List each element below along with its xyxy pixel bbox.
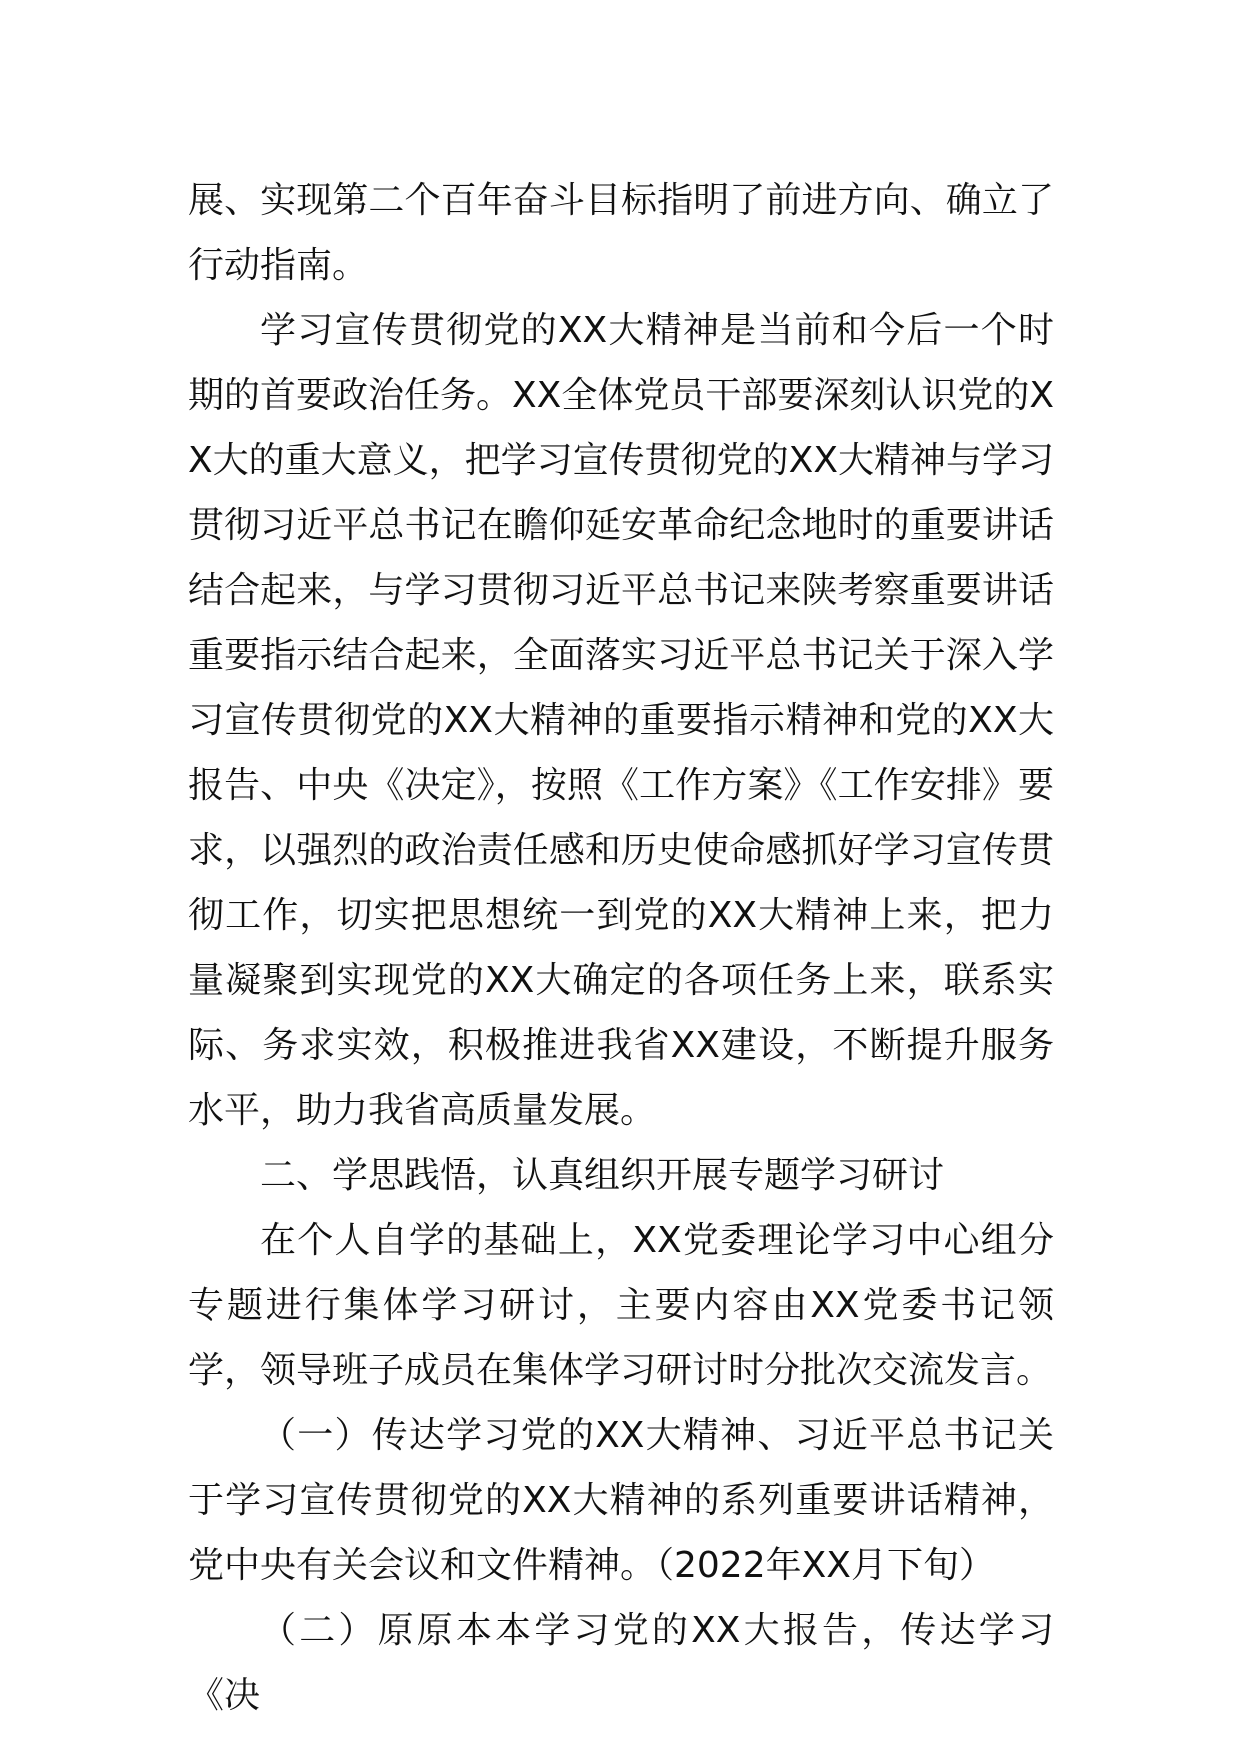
body-paragraph-continued: 展、实现第二个百年奋斗目标指明了前进方向、确立了行动指南。 <box>188 180 1054 286</box>
section-heading: 二、学思践悟，认真组织开展专题学习研讨 <box>260 1155 945 1196</box>
body-paragraph: 学习宣传贯彻党的XX大精神是当前和今后一个时期的首要政治任务。XX全体党员干部要深刻认识党的XX大的重大意义，把学习宣传贯彻党的XX大精神与学习贯彻习近平总书记在瞻仰延安革命纪念地时的重要讲话结合起来，与学习贯彻习近平总书记来陕考察重要讲话重要指示结合起来，全面落实习近平总书记关于深入学习宣传贯彻党的XX大精神的重要指示精神和党的XX大报告、中央《决定》，按照《工作方案》《工作安排》要求，以强烈的政治责任感和历史使命感抓好学习宣传贯彻工作，切实把思想统一到党的XX大精神上来，把力量凝聚到实现党的XX大确定的各项任务上来，联系实际、务求实效，积极推进我省XX建设，不断提升服务水平，助力我省高质量发展。 <box>188 310 1054 1131</box>
list-item-paragraph: （一）传达学习党的XX大精神、习近平总书记关于学习宣传贯彻党的XX大精神的系列重要讲话精神，党中央有关会议和文件精神。（2022年XX月下旬） <box>188 1415 1054 1586</box>
body-paragraph: 在个人自学的基础上，XX党委理论学习中心组分专题进行集体学习研讨，主要内容由XX党委书记领学，领导班子成员在集体学习研讨时分批次交流发言。 <box>188 1220 1054 1391</box>
document-body <box>188 168 1054 1728</box>
list-item-paragraph: （二）原原本本学习党的XX大报告，传达学习《决 <box>188 1610 1054 1716</box>
